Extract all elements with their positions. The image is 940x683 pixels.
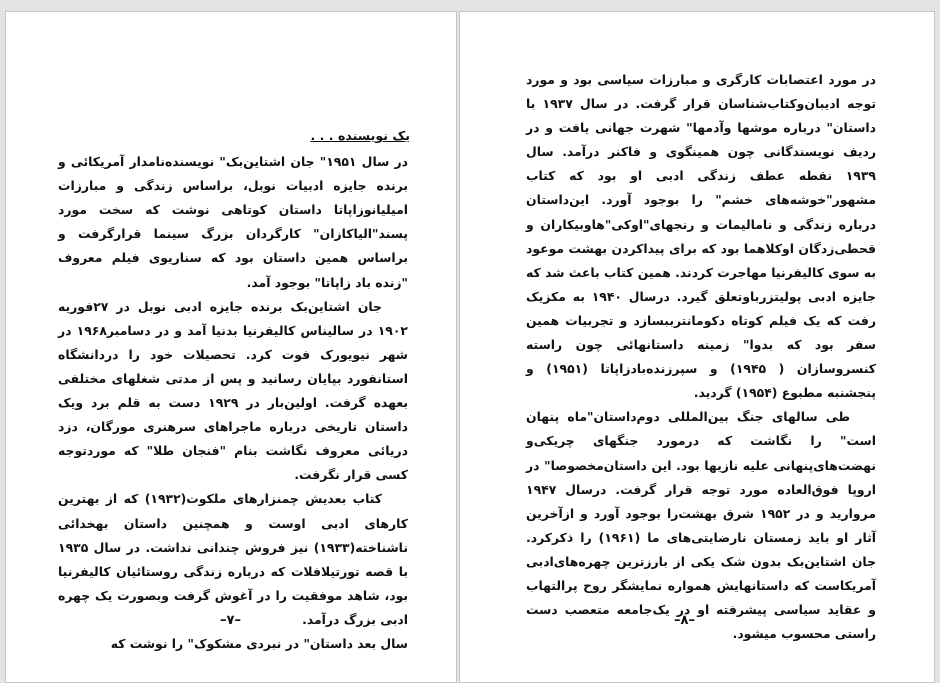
right-paragraph-1: در مورد اعتصابات کارگری و مبارزات سیاسی بود و مورد توجه ادیبان‌وکتاب‌شناسان قرار گرفت. در سال ۱۹۳۷ با داستان" درباره موشها وآدمها" شهرت جهانی یافت و در ردیف نویسندگانی چون همینگوی و فاکنر درآمد. سال ۱۹۳۹ نقطه عطف زندگی ادبی او بود که کتاب مشهور"خوشه‌های خشم" را بوجود آورد. این‌داستان درباره زندگی و نامالیمات و رنجهای"اوکی"هاوبیکاران و قحطی‌زدگان اوکلاهما بود که برای پیداکردن بهشت موعود به سوی کالیفرنیا مهاجرت کردند. همین کتاب باعث شد که جایزه ادبی پولیتزرباو‌تعلق گیرد. درسال ۱۹۴۰ به مکزیک رفت که یک فیلم کوتاه دکومانترببسازد و تجربیات همین سفر بود که بدوا" زمینه داستانهائی چون راسته کنسروسازان ( ۱۹۴۵) و سپرزنده‌بادزاپاتا (۱۹۵۱) و پنجشنبه مطبوع (۱۹۵۴) گردید. [526,72,876,401]
left-page-text [58,124,408,656]
left-paragraph-2: جان اشتاین‌بک برنده جایزه ادبی نوبل در ۲۷فوریه ۱۹۰۲ در سالیناس کالیفرنیا بدنیا آمد و در دسامبر۱۹۶۸ در شهر نیویورک فوت کرد. تحصیلات خود را دردانشگاه استانفورد بپایان رسانید و پس از مدتی شغلهای مختلفی بعهده گرفت. اولین‌بار در ۱۹۲۹ دست به قلم برد ویک داستان تاریخی درباره ماجراهای سرهنری مورگان، دزد دریائی معروف نگاشت بنام "فنجان طلا" که موردتوجه کسی قرار نگرفت. [58,298,408,483]
right-paragraph-2: طی سالهای جنگ بین‌المللی دوم‌داستان"ماه پنهان است" را نگاشت که درمورد جنگهای چریکی‌و نهضت‌های‌پنهانی علیه نازیها بود. این داستان‌مخصوصا" در اروپا فوق‌العاده مورد توجه قرار گرفت. درسال ۱۹۴۷ مروارید و در ۱۹۵۲ شرق بهشت‌را بوجود آورد و ازآخرین آثار او باید زمستان نارضایتی‌های ما (۱۹۶۱) را ذکرکرد. جان اشتاین‌بک بدون شک یکی از بارزترین چهره‌های‌ادبی آمریکاست که داستانهایش همواره نمایشگر روح پرالتهاب و عقاید سیاسی پیشرفته او در یک‌جامعه متعصب دست راستی محسوب میشود. [526,409,876,642]
page-number-left: –۷– [220,613,241,628]
right-page-text [526,68,876,646]
left-paragraph-3: کتاب بعدیش چمنزارهای ملکوت(۱۹۳۲) که از بهترین کارهای ادبی اوست و همچنین داستان بهخدائی ناشناخته(۱۹۳۳) نیز فروش چندانی نداشت. در سال ۱۹۳۵ با قصه تورتیلافلات که درباره زندگی روستائیان کالیفرنیا بود، شاهد موفقیت را در آغوش گرفت وبصورت یک چهره ادبی بزرگ درآمد. [58,491,408,627]
left-paragraph-4: سال بعد داستان" در نبردی مشکوک" را نوشت که [110,635,408,651]
page-number-right: –۸– [674,613,695,628]
left-page [5,11,457,683]
right-page [459,11,935,683]
left-paragraph-1: در سال ۱۹۵۱" جان اشتاین‌بک" نویسنده‌نامدار آمریکائی و برنده جایزه ادبیات نوبل، براساس زندگی و مبارزات امیلیانوزاپاتا داستان کوتاهی نوشت که سخت مورد پسند"الیاکازان" کارگردان بزرگ سینما قرارگرفت و براساس همین داستان بود که سناریوی فیلم معروف "زنده باد زاپاتا" بوجود آمد. [58,154,408,290]
chapter-heading: یک نویسنده . . . [310,128,410,143]
